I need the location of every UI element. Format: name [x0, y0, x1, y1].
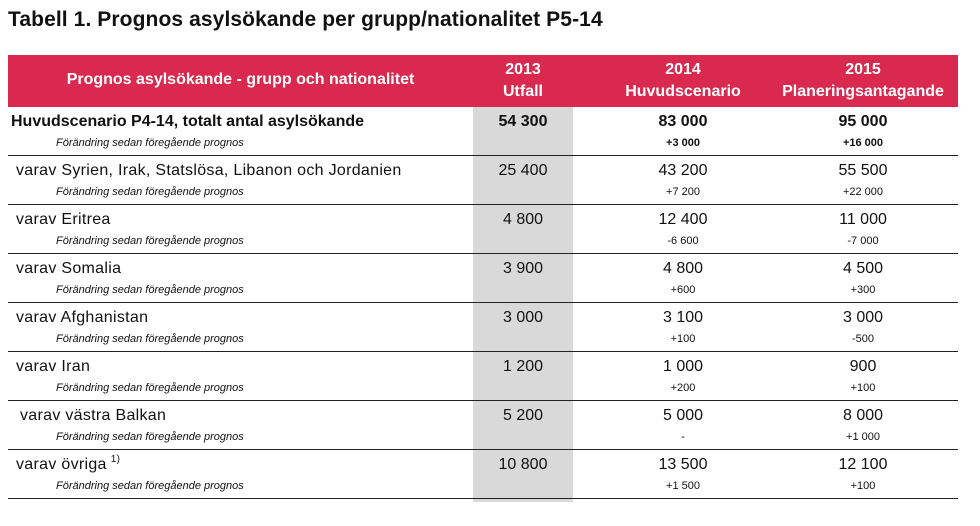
value-2013: 5 200 — [502, 407, 544, 424]
row-name: varav Afghanistan — [16, 309, 149, 326]
value-2015: 8 000 — [842, 407, 884, 424]
table-row — [8, 107, 958, 156]
change-2014: +600 — [670, 284, 696, 296]
change-2015: -7 000 — [847, 235, 879, 247]
header-sub: Huvudscenario — [625, 83, 741, 100]
value-2015: 12 100 — [838, 456, 888, 473]
change-label: Förändring sedan föregående prognos — [56, 186, 244, 198]
value-2013: 10 800 — [498, 456, 548, 473]
change-2014: +200 — [670, 382, 696, 394]
change-2015: +100 — [850, 382, 876, 394]
change-2014: -6 600 — [667, 235, 699, 247]
row-name-wrap — [16, 456, 120, 474]
change-label: Förändring sedan föregående prognos — [56, 333, 244, 345]
value-2015: 3 000 — [842, 309, 884, 326]
footnote-marker: 1) — [110, 454, 121, 465]
header-year: 2013 — [505, 61, 541, 78]
forecast-table — [8, 55, 958, 499]
value-2014: 1 000 — [662, 358, 704, 375]
table-row — [8, 401, 958, 450]
value-2014: 13 500 — [658, 456, 708, 473]
value-2015: 55 500 — [838, 162, 888, 179]
value-2013: 4 800 — [502, 211, 544, 228]
change-label: Förändring sedan föregående prognos — [56, 431, 244, 443]
row-name: varav Somalia — [16, 260, 122, 277]
change-label: Förändring sedan föregående prognos — [56, 480, 244, 492]
table-row — [8, 303, 958, 352]
change-label: Förändring sedan föregående prognos — [56, 382, 244, 394]
value-2013: 54 300 — [498, 113, 548, 130]
change-2015: +100 — [850, 480, 876, 492]
value-2013: 3 900 — [502, 260, 544, 277]
header-year: 2014 — [665, 61, 701, 78]
change-2015: +22 000 — [842, 186, 884, 198]
table-row — [8, 254, 958, 303]
header-sub: Utfall — [503, 83, 543, 100]
value-2013: 25 400 — [498, 162, 548, 179]
row-name: varav Eritrea — [16, 211, 111, 228]
value-2015: 11 000 — [839, 211, 887, 228]
change-2014: +100 — [670, 333, 696, 345]
header-col-2015 — [768, 59, 958, 103]
change-2015: +300 — [850, 284, 876, 296]
table-title: Tabell 1. Prognos asylsökande per grupp/nationalitet P5-14 — [8, 8, 603, 31]
value-2013: 1 200 — [502, 358, 544, 375]
row-name: varav västra Balkan — [20, 407, 167, 424]
change-2015: +1 000 — [846, 431, 880, 443]
table-row — [8, 205, 958, 254]
row-name: Huvudscenario P4-14, totalt antal asylsökande — [11, 113, 365, 130]
change-label: Förändring sedan föregående prognos — [56, 137, 244, 149]
header-sub: Planeringsantagande — [782, 83, 944, 100]
header-col-2014 — [598, 59, 768, 103]
change-label: Förändring sedan föregående prognos — [56, 235, 244, 247]
table-row — [8, 450, 958, 499]
value-2014: 83 000 — [658, 113, 708, 130]
header-year: 2015 — [845, 61, 881, 78]
value-2014: 12 400 — [658, 211, 708, 228]
row-name: varav övriga — [16, 456, 107, 473]
value-2014: 43 200 — [658, 162, 708, 179]
change-2015: -500 — [851, 333, 875, 345]
header-label: Prognos asylsökande - grupp och nationalitet — [66, 71, 415, 88]
value-2014: 3 100 — [662, 309, 704, 326]
change-2014: +3 000 — [666, 137, 700, 149]
change-2015: +16 000 — [842, 137, 884, 149]
value-2014: 4 800 — [662, 260, 704, 277]
value-2014: 5 000 — [662, 407, 704, 424]
change-2014: +1 500 — [666, 480, 700, 492]
value-2015: 900 — [849, 358, 877, 375]
header-col-2013 — [473, 59, 573, 103]
change-label: Förändring sedan föregående prognos — [56, 284, 244, 296]
value-2015: 4 500 — [842, 260, 884, 277]
change-2014: - — [681, 431, 685, 443]
row-name: varav Syrien, Irak, Statslösa, Libanon och Jordanien — [16, 162, 402, 179]
table-header — [8, 55, 958, 107]
table-row — [8, 352, 958, 401]
value-2013: 3 000 — [502, 309, 544, 326]
table-row — [8, 156, 958, 205]
row-name: varav Iran — [16, 358, 91, 375]
value-2015: 95 000 — [838, 113, 888, 130]
change-2014: +7 200 — [666, 186, 700, 198]
